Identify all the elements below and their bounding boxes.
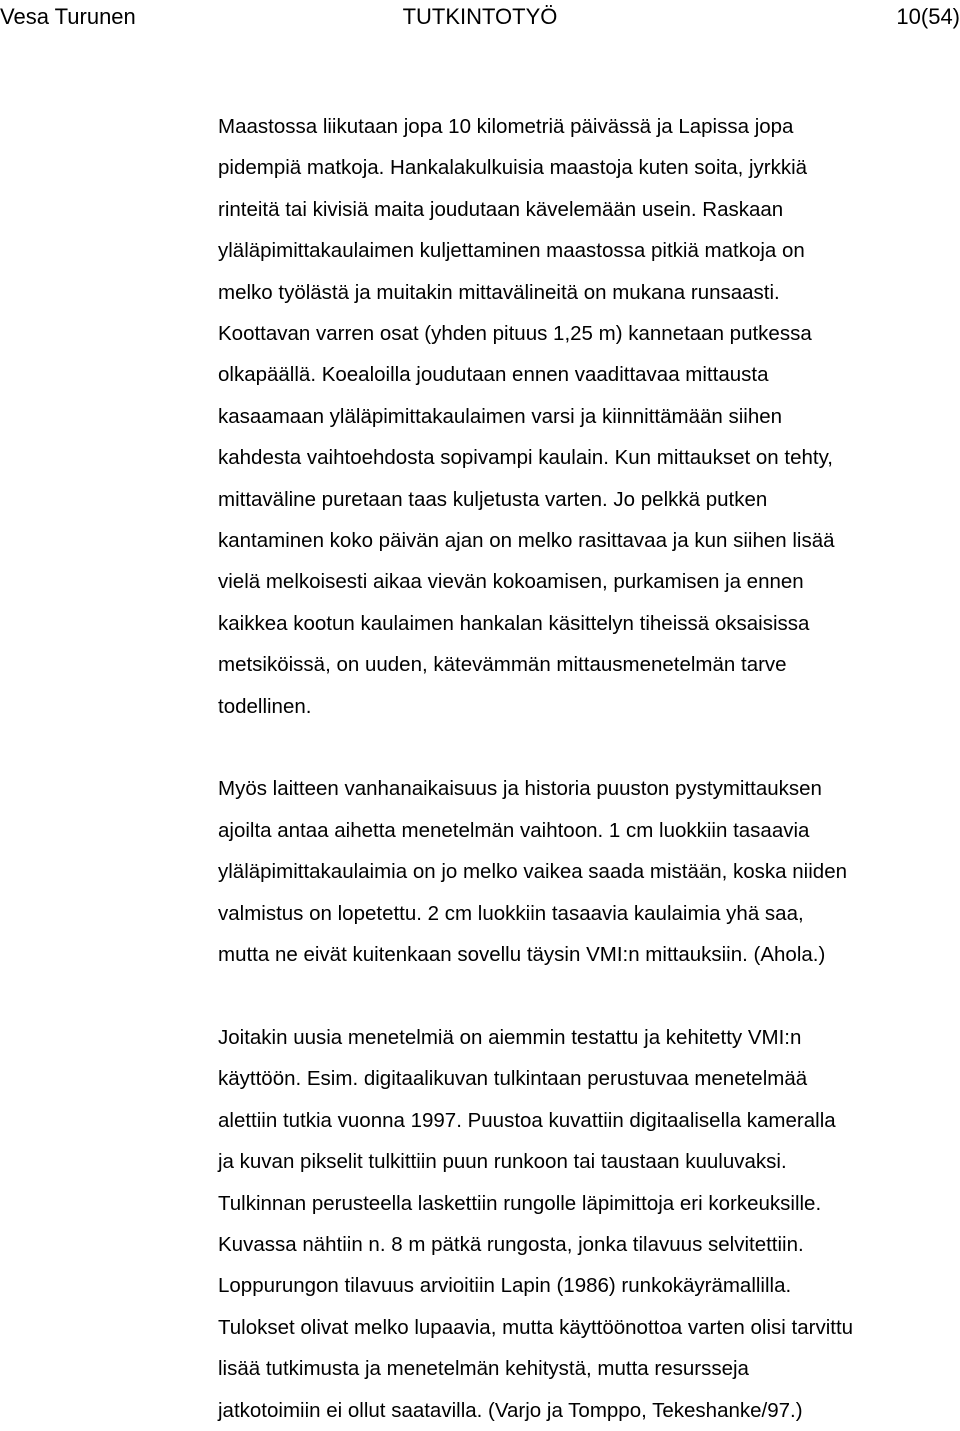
text-line: rinteitä tai kivisiä maita joudutaan kävelemään usein. Raskaan bbox=[218, 197, 784, 221]
text-line: pidempiä matkoja. Hankalakulkuisia maastoja kuten soita, jyrkkiä bbox=[218, 156, 808, 180]
paragraph-3 bbox=[218, 1017, 960, 1431]
text-line: valmistus on lopetettu. 2 cm luokkiin tasaavia kaulaimia yhä saa, bbox=[218, 901, 804, 925]
text-line: Kuvassa nähtiin n. 8 m pätkä rungosta, jonka tilavuus selvitettiin. bbox=[218, 1232, 804, 1256]
text-line: ajoilta antaa aihetta menetelmän vaihtoon. 1 cm luokkiin tasaavia bbox=[218, 818, 810, 842]
text-line: Myös laitteen vanhanaikaisuus ja historia puuston pystymittauksen bbox=[218, 777, 822, 801]
text-line: yläläpimittakaulaimen kuljettaminen maastossa pitkiä matkoja on bbox=[218, 239, 805, 263]
text-line: kaikkea kootun kaulaimen hankalan käsittelyn tiheissä oksaisissa bbox=[218, 611, 810, 635]
document-title: TUTKINTOTYÖ bbox=[402, 4, 558, 29]
text-line: Maastossa liikutaan jopa 10 kilometriä päivässä ja Lapissa jopa bbox=[218, 115, 794, 138]
text-line: metsiköissä, on uuden, kätevämmän mittausmenetelmän tarve bbox=[218, 653, 787, 677]
page-header bbox=[0, 2, 960, 32]
text-line: lisää tutkimusta ja menetelmän kehitystä, mutta resursseja bbox=[218, 1357, 749, 1381]
text-line: kasaamaan yläläpimittakaulaimen varsi ja kiinnittämään siihen bbox=[218, 404, 783, 428]
text-line: jatkotoimiin ei ollut saatavilla. (Varjo ja Tomppo, Tekeshanke/97.) bbox=[218, 1398, 803, 1422]
paragraph-1 bbox=[218, 106, 960, 727]
text-line: mittaväline puretaan taas kuljetusta varten. Jo pelkkä putken bbox=[218, 487, 768, 511]
text-line: Tulkinnan perusteella laskettiin rungolle läpimittoja eri korkeuksille. bbox=[218, 1191, 822, 1215]
text-line: melko työlästä ja muitakin mittavälineitä on mukana runsaasti. bbox=[218, 280, 780, 304]
text-line: Joitakin uusia menetelmiä on aiemmin testattu ja kehitetty VMI:n bbox=[218, 1025, 802, 1049]
text-line: Koottavan varren osat (yhden pituus 1,25 m) kannetaan putkessa bbox=[218, 322, 812, 346]
text-line: alettiin tutkia vuonna 1997. Puustoa kuvattiin digitaalisella kameralla bbox=[218, 1108, 836, 1132]
page-number: 10(54) bbox=[896, 4, 960, 29]
text-line: yläläpimittakaulaimia on jo melko vaikea saada mistään, koska niiden bbox=[218, 860, 847, 884]
text-line: ja kuvan pikselit tulkittiin puun runkoon tai taustaan kuuluvaksi. bbox=[218, 1150, 787, 1174]
text-line: olkapäällä. Koealoilla joudutaan ennen vaadittavaa mittausta bbox=[218, 363, 769, 387]
text-line: mutta ne eivät kuitenkaan sovellu täysin VMI:n mittauksiin. (Ahola.) bbox=[218, 943, 826, 967]
text-line: käyttöön. Esim. digitaalikuvan tulkintaan perustuvaa menetelmää bbox=[218, 1067, 808, 1091]
text-line: kahdesta vaihtoehdosta sopivampi kaulain. Kun mittaukset on tehty, bbox=[218, 446, 833, 470]
text-line: Tulokset olivat melko lupaavia, mutta käyttöönottoa varten olisi tarvittu bbox=[218, 1315, 854, 1339]
text-line: vielä melkoisesti aikaa vievän kokoamisen, purkamisen ja ennen bbox=[218, 570, 804, 594]
text-line: kantaminen koko päivän ajan on melko rasittavaa ja kun siihen lisää bbox=[218, 529, 835, 553]
text-line: todellinen. bbox=[218, 694, 312, 718]
document-body bbox=[218, 106, 960, 1431]
author-name: Vesa Turunen bbox=[0, 4, 136, 29]
text-line: Loppurungon tilavuus arvioitiin Lapin (1986) runkokäyrämallilla. bbox=[218, 1274, 792, 1298]
paragraph-2 bbox=[218, 768, 960, 975]
